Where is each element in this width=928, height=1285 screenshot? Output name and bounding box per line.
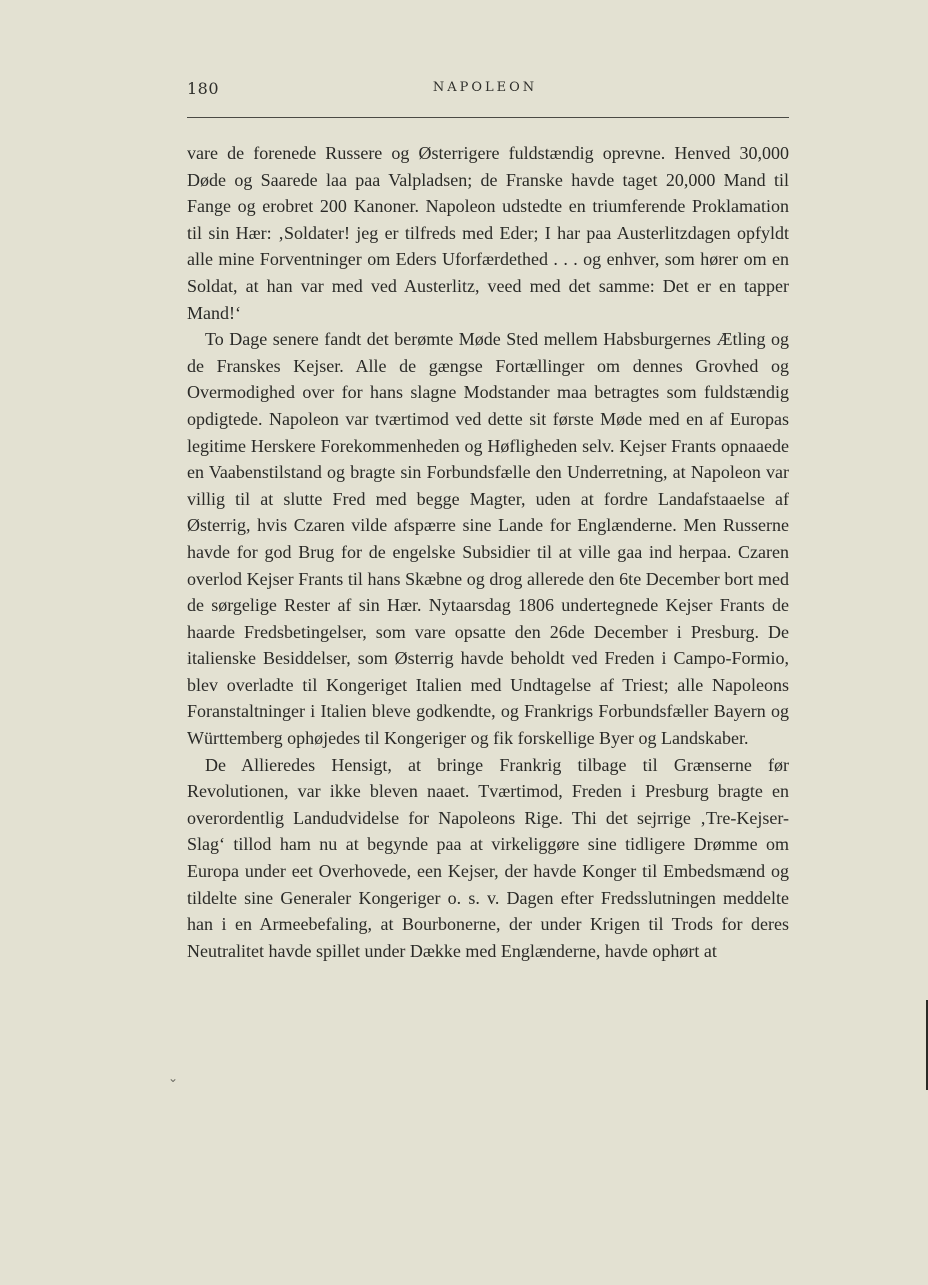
- header-rule: [187, 117, 789, 118]
- paragraph-3: De Allieredes Hensigt, at bringe Frankrig tilbage til Grænserne før Revolutionen, var ikke bleven naaet. Tværtimod, Freden i Presburg bragte en overordentlig Landudvidelse for Napoleons Rige. Thi det sejrrige ‚Tre-Kejser-Slag‘ tillod ham nu at begynde paa at virkeliggøre sine tidligere Drømme om Europa under eet Overhovede, een Kejser, der havde Konger til Embedsmænd og tildelte sine Generaler Kongeriger o. s. v. Dagen efter Fredsslutningen meddelte han i en Armeebefaling, at Bourbonerne, der under Krigen til Trods for deres Neutralitet havde spillet under Dække med Englænderne, havde ophørt at: [187, 754, 789, 961]
- margin-mark: ⌄: [168, 1071, 179, 1085]
- page-number: 180: [187, 79, 220, 98]
- body-text: [187, 140, 789, 964]
- paragraph-2: To Dage senere fandt det berømte Møde Sted mellem Habsburgernes Ætling og de Franskes Kejser. Alle de gængse Fortællinger om dennes Grovhed og Overmodighed over for hans slagne Modstander maa betragtes som fuldstændig opdigtede. Napoleon var tværtimod ved dette sit første Møde med en af Europas legitime Herskere Forekommenheden og Høfligheden selv. Kejser Frants opnaaede en Vaabenstilstand og bragte sin Forbundsfælle den Underretning, at Napoleon var villig til at slutte Fred med begge Magter, uden at fordre Landafstaaelse af Østerrig, hvis Czaren vilde afspærre sine Lande for Englænderne. Men Russerne havde for god Brug for de engelske Subsidier til at ville gaa ind herpaa. Czaren overlod Kejser Frants til hans Skæbne og drog allerede den 6te December bort med de sørgelige Rester af sin Hær. Nytaarsdag 1806 undertegnede Kejser Frants de haarde Fredsbetingelser, som vare opsatte den 26de December i Presburg. De italienske Besiddelser, som Østerrig havde beholdt ved Freden i Campo-Formio, blev overladte til Kongeriget Italien med Undtagelse af Triest; alle Napoleons Foranstaltninger i Italien bleve godkendte, og Frankrigs Forbundsfæller Bayern og Württemberg ophøjedes til Kongeriger og fik forskellige Byer og Landskaber.: [187, 329, 789, 749]
- running-title: NAPOLEON: [432, 80, 538, 95]
- paragraph-1: vare de forenede Russere og Østerrigere fuldstændig oprevne. Henved 30,000 Døde og Saarede laa paa Valpladsen; de Franske havde taget 20,000 Mand til Fange og erobret 200 Kanoner. Napoleon udstedte en triumferende Proklamation til sin Hær: ‚Soldater! jeg er tilfreds med Eder; I har paa Austerlitzdagen opfyldt alle mine Forventninger om Eders Uforfærdethed . . . og enhver, som hører om en Soldat, at han var med ved Austerlitz, veed med det samme: Det er en tapper Mand!‘: [187, 143, 789, 323]
